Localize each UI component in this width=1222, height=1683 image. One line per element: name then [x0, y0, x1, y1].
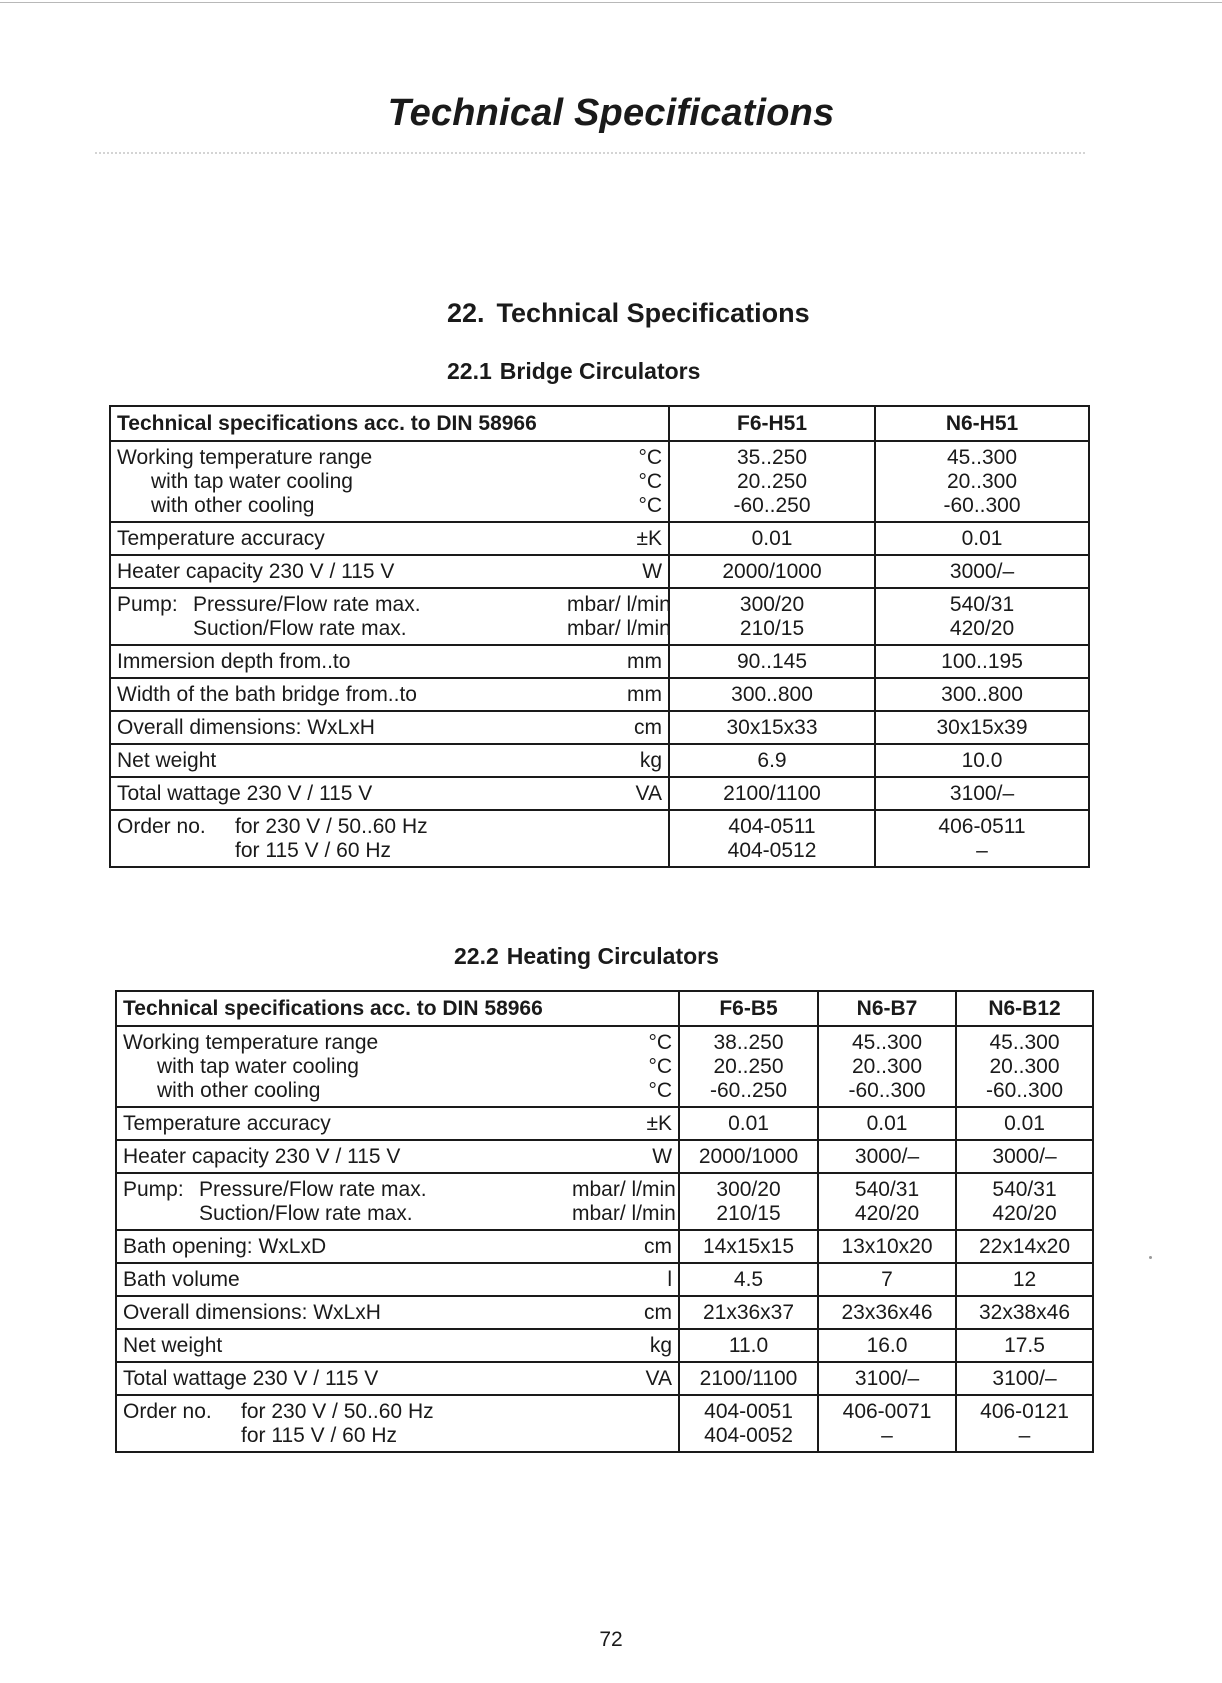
spec-row [116, 1329, 1093, 1362]
spec-value-line: 20..250 [736, 470, 808, 493]
spec-value-line: -60..250 [733, 494, 811, 517]
spec-value-line: 21x36x37 [702, 1301, 795, 1324]
spec-label-line [117, 560, 567, 584]
spec-unit [567, 588, 669, 645]
spec-value-line: 540/31 [854, 1178, 920, 1201]
subsection-number: 22.2 [454, 943, 499, 969]
spec-value-line: 12 [1012, 1268, 1037, 1291]
spec-label [110, 744, 567, 777]
spec-row [116, 1026, 1093, 1107]
spec-label-line [123, 1367, 572, 1391]
spec-label-prefix: Pump: [117, 593, 178, 616]
table-header-label: Technical specifications acc. to DIN 58966 [110, 406, 669, 441]
spec-label-text: Total wattage 230 V / 115 V [117, 782, 373, 805]
spec-value [875, 522, 1089, 555]
spec-unit [572, 1173, 679, 1230]
spec-value-line: -60..300 [985, 1079, 1064, 1102]
spec-label-line [123, 1079, 572, 1103]
spec-value-line: 20..300 [989, 1055, 1060, 1078]
spec-value-line: 210/15 [739, 617, 805, 640]
spec-value [956, 1296, 1093, 1329]
spec-value-line: 0.01 [866, 1112, 908, 1135]
spec-label [116, 1173, 572, 1230]
spec-label-text: Working temperature range [123, 1031, 379, 1054]
spec-unit-line [572, 1424, 672, 1448]
spec-unit-line: mm [627, 650, 663, 673]
spec-unit [572, 1329, 679, 1362]
spec-value-line: 7 [881, 1268, 893, 1291]
spec-value-line: 100..195 [941, 650, 1023, 673]
spec-value-line: 3000/– [949, 560, 1015, 583]
spec-label-line [117, 527, 567, 551]
spec-value-line: 406-0121 [980, 1400, 1069, 1423]
spec-value [875, 744, 1089, 777]
spec-value-line: 300..800 [941, 683, 1023, 706]
spec-value-line: 3100/– [992, 1367, 1057, 1390]
spec-label-text: for 230 V / 50..60 Hz [241, 1400, 434, 1423]
spec-row [110, 522, 1089, 555]
spec-label-line [123, 1112, 572, 1136]
spec-label-line [123, 1334, 572, 1358]
top-rule [0, 2, 1222, 3]
spec-label-line [117, 446, 567, 470]
spec-label [110, 777, 567, 810]
spec-value-line: 404-0512 [727, 839, 817, 862]
model-header: N6-B12 [956, 991, 1093, 1026]
spec-value-line: 3100/– [949, 782, 1015, 805]
spec-label [110, 588, 567, 645]
spec-value [818, 1173, 956, 1230]
spec-row [110, 678, 1089, 711]
spec-row [116, 1296, 1093, 1329]
spec-unit [572, 1230, 679, 1263]
spec-value [669, 522, 875, 555]
spec-value-line: 210/15 [716, 1202, 781, 1225]
spec-label-line [117, 617, 567, 641]
section-title-text: Technical Specifications [496, 298, 810, 328]
spec-row [110, 810, 1089, 867]
spec-unit-line: ±K [636, 527, 663, 550]
spec-value [669, 441, 875, 522]
spec-value-line: 404-0052 [704, 1424, 793, 1447]
spec-unit [572, 1296, 679, 1329]
spec-value [818, 1395, 956, 1452]
spec-label-text: Width of the bath bridge from..to [117, 683, 417, 706]
spec-unit [567, 777, 669, 810]
spec-value [818, 1230, 956, 1263]
spec-label-text: Immersion depth from..to [117, 650, 351, 673]
spec-unit-line: mm [627, 683, 663, 706]
spec-row [110, 777, 1089, 810]
spec-value [956, 1329, 1093, 1362]
model-header: F6-H51 [669, 406, 875, 441]
spec-label [110, 711, 567, 744]
spec-value-line: 13x10x20 [841, 1235, 933, 1258]
spec-value-line: 45..300 [946, 446, 1018, 469]
spec-label-line [117, 593, 567, 617]
spec-value-line: 16.0 [866, 1334, 908, 1357]
spec-label-line [117, 749, 567, 773]
spec-label-line [123, 1268, 572, 1292]
spec-label-line [123, 1301, 572, 1325]
spec-value [669, 588, 875, 645]
spec-value-line: 420/20 [949, 617, 1015, 640]
spec-label [116, 1362, 572, 1395]
spec-value [669, 555, 875, 588]
spec-unit-line: °C [648, 1031, 673, 1054]
spec-label [110, 678, 567, 711]
spec-value-line: 0.01 [1004, 1112, 1045, 1135]
spec-value-line: 540/31 [992, 1178, 1057, 1201]
spec-value-line: 2000/1000 [722, 560, 822, 583]
spec-label-line [123, 1145, 572, 1169]
spec-value-line: 404-0511 [728, 815, 816, 838]
spec-value-line: 38..250 [713, 1031, 784, 1054]
spec-unit-line [572, 1400, 672, 1424]
spec-value [956, 1263, 1093, 1296]
spec-value [818, 1296, 956, 1329]
spec-label-text: with tap water cooling [157, 1055, 359, 1078]
spec-value-line: 3000/– [992, 1145, 1057, 1168]
spec-value-line: 420/20 [992, 1202, 1057, 1225]
spec-row [110, 555, 1089, 588]
spec-unit [572, 1140, 679, 1173]
spec-label [116, 1107, 572, 1140]
spec-value-line: 406-0071 [842, 1400, 932, 1423]
spec-value [679, 1026, 818, 1107]
spec-label-line [117, 815, 567, 839]
spec-value-line: – [1018, 1424, 1031, 1447]
spec-label [116, 1026, 572, 1107]
spec-value-line: 20..250 [713, 1055, 784, 1078]
spec-value [875, 678, 1089, 711]
spec-unit-line: °C [648, 1079, 673, 1102]
spec-label-text: Heater capacity 230 V / 115 V [123, 1145, 401, 1168]
spec-label-line [123, 1424, 572, 1448]
spec-value [669, 810, 875, 867]
spec-label-text: Overall dimensions: WxLxH [117, 716, 375, 739]
spec-unit [572, 1362, 679, 1395]
spec-unit [567, 555, 669, 588]
spec-label-text: Bath volume [123, 1268, 240, 1291]
spec-label-text: with tap water cooling [151, 470, 353, 493]
spec-value [669, 645, 875, 678]
spec-value [818, 1362, 956, 1395]
spec-value-line: – [976, 839, 988, 862]
section-number: 22. [447, 298, 485, 328]
spec-label-line [117, 470, 567, 494]
spec-value-line: 22x14x20 [978, 1235, 1071, 1258]
spec-value-line: 45..300 [851, 1031, 923, 1054]
spec-unit-line: mbar/ l/min [572, 1202, 676, 1225]
subsection-title-text: Bridge Circulators [499, 358, 701, 384]
spec-value-line: 0.01 [728, 1112, 769, 1135]
spec-row [110, 744, 1089, 777]
spec-value-line: 3100/– [854, 1367, 920, 1390]
spec-label-line [117, 494, 567, 518]
spec-label-line [123, 1400, 572, 1424]
heating-circulators-table [115, 990, 1094, 1453]
spec-label-line [117, 716, 567, 740]
spec-value [679, 1296, 818, 1329]
spec-unit-line: l [667, 1268, 673, 1291]
model-header: F6-B5 [679, 991, 818, 1026]
spec-unit-line: cm [634, 716, 663, 739]
spec-value [679, 1140, 818, 1173]
spec-label [116, 1329, 572, 1362]
spec-value-line: 17.5 [1004, 1334, 1045, 1357]
spec-label [116, 1140, 572, 1173]
spec-label-line [117, 839, 567, 863]
spec-unit-line: VA [635, 782, 663, 805]
spec-row [116, 1230, 1093, 1263]
spec-value [875, 441, 1089, 522]
spec-value [956, 1230, 1093, 1263]
spec-unit [567, 522, 669, 555]
spec-label-text: Temperature accuracy [117, 527, 325, 550]
spec-label [116, 1263, 572, 1296]
spec-value [956, 1140, 1093, 1173]
spec-value [875, 810, 1089, 867]
spec-unit-line: W [642, 560, 663, 583]
spec-label-text: with other cooling [157, 1079, 321, 1102]
spec-unit-line: °C [638, 494, 663, 517]
spec-unit [572, 1107, 679, 1140]
spec-label-text: Suction/Flow rate max. [193, 617, 407, 640]
spec-value-line: 4.5 [733, 1268, 764, 1291]
spec-label [110, 522, 567, 555]
spec-unit-line: VA [645, 1367, 673, 1390]
spec-label-text: Net weight [117, 749, 217, 772]
spec-value-line: -60..300 [848, 1079, 926, 1102]
spec-label [116, 1296, 572, 1329]
section-title [447, 298, 810, 329]
spec-value [956, 1173, 1093, 1230]
spec-value-line: – [881, 1424, 893, 1447]
spec-unit-line: kg [649, 1334, 673, 1357]
spec-value [956, 1395, 1093, 1452]
spec-value-line: 420/20 [854, 1202, 920, 1225]
spec-row [116, 1107, 1093, 1140]
bridge-circulators-table [109, 405, 1090, 868]
spec-value-line: 32x38x46 [978, 1301, 1071, 1324]
spec-value [669, 744, 875, 777]
spec-value [818, 1329, 956, 1362]
spec-unit [567, 678, 669, 711]
spec-value [679, 1173, 818, 1230]
spec-value-line: 23x36x46 [841, 1301, 933, 1324]
spec-value-line: 2000/1000 [698, 1145, 799, 1168]
spec-value [875, 711, 1089, 744]
spec-value [875, 555, 1089, 588]
spec-unit-line: ±K [646, 1112, 673, 1135]
spec-unit [567, 645, 669, 678]
spec-value-line: -60..300 [943, 494, 1021, 517]
spec-unit-line: W [652, 1145, 673, 1168]
spec-unit-line: °C [638, 446, 663, 469]
spec-unit-line: cm [644, 1301, 673, 1324]
spec-unit [567, 711, 669, 744]
spec-row [110, 588, 1089, 645]
spec-unit-line: mbar/ l/min [567, 593, 671, 616]
spec-label-text: with other cooling [151, 494, 315, 517]
spec-label-line [117, 650, 567, 674]
subsection-title-text: Heating Circulators [506, 943, 719, 969]
spec-label [110, 441, 567, 522]
model-header: N6-B7 [818, 991, 956, 1026]
spec-label-line [117, 782, 567, 806]
spec-label-text: Total wattage 230 V / 115 V [123, 1367, 379, 1390]
spec-label-text: Working temperature range [117, 446, 373, 469]
spec-value [818, 1107, 956, 1140]
table-header-label: Technical specifications acc. to DIN 58966 [116, 991, 679, 1026]
spec-value [679, 1263, 818, 1296]
spec-unit-line [567, 839, 662, 863]
spec-row [116, 1395, 1093, 1452]
spec-value-line: 404-0051 [704, 1400, 793, 1423]
spec-label-line [117, 683, 567, 707]
scan-speck [1149, 1256, 1152, 1259]
page-number: 72 [599, 1628, 623, 1651]
spec-value-line: 35..250 [736, 446, 808, 469]
spec-label-prefix: Order no. [123, 1400, 212, 1423]
spec-unit [567, 744, 669, 777]
spec-label-text: for 230 V / 50..60 Hz [235, 815, 428, 838]
header-rule [95, 152, 1085, 154]
spec-label-line [123, 1202, 572, 1226]
spec-value-line: 45..300 [989, 1031, 1060, 1054]
spec-value-line: 0.01 [961, 527, 1003, 550]
spec-row [116, 1362, 1093, 1395]
spec-value [956, 1362, 1093, 1395]
spec-label-text: Bath opening: WxLxD [123, 1235, 327, 1258]
spec-value [679, 1230, 818, 1263]
spec-value [669, 678, 875, 711]
spec-value-line: 11.0 [728, 1334, 769, 1357]
spec-value-line: 2100/1100 [723, 782, 821, 805]
spec-value-line: 20..300 [851, 1055, 923, 1078]
spec-value-line: 406-0511 [938, 815, 1026, 838]
spec-value-line: 540/31 [949, 593, 1015, 616]
spec-row [116, 1173, 1093, 1230]
spec-value [679, 1395, 818, 1452]
spec-value-line: 300/20 [716, 1178, 781, 1201]
page-header: Technical Specifications [387, 92, 835, 134]
spec-label [110, 645, 567, 678]
spec-value-line: 30x15x39 [936, 716, 1028, 739]
spec-value [956, 1026, 1093, 1107]
spec-value [679, 1362, 818, 1395]
spec-label-line [123, 1031, 572, 1055]
spec-value-line: 300/20 [739, 593, 805, 616]
spec-value-line: 10.0 [961, 749, 1003, 772]
spec-label-line [123, 1235, 572, 1259]
spec-unit [567, 810, 669, 867]
spec-unit [572, 1395, 679, 1452]
spec-value-line: 20..300 [946, 470, 1018, 493]
spec-value-line: 300..800 [731, 683, 813, 706]
spec-label [110, 810, 567, 867]
spec-row [110, 441, 1089, 522]
spec-value [679, 1329, 818, 1362]
spec-unit-line: mbar/ l/min [572, 1178, 676, 1201]
spec-label-text: Pressure/Flow rate max. [193, 593, 421, 616]
spec-label-line [123, 1178, 572, 1202]
subsection-title-heating [454, 943, 719, 970]
spec-value-line: 90..145 [736, 650, 808, 673]
model-header: N6-H51 [875, 406, 1089, 441]
subsection-title-bridge [447, 358, 700, 385]
spec-value [818, 1140, 956, 1173]
spec-value [875, 645, 1089, 678]
spec-label-text: Pressure/Flow rate max. [199, 1178, 427, 1201]
spec-label-text: Temperature accuracy [123, 1112, 331, 1135]
spec-label-prefix: Order no. [117, 815, 206, 838]
spec-value [875, 777, 1089, 810]
spec-value [669, 711, 875, 744]
spec-value-line: 14x15x15 [702, 1235, 795, 1258]
spec-value [956, 1107, 1093, 1140]
spec-value-line: 0.01 [751, 527, 793, 550]
spec-value-line: -60..250 [709, 1079, 788, 1102]
spec-label [116, 1230, 572, 1263]
spec-value-line: 2100/1100 [699, 1367, 798, 1390]
spec-value [669, 777, 875, 810]
subsection-number: 22.1 [447, 358, 492, 384]
spec-unit-line: mbar/ l/min [567, 617, 671, 640]
spec-label-text: Net weight [123, 1334, 223, 1357]
spec-row [116, 1140, 1093, 1173]
spec-unit [572, 1026, 679, 1107]
spec-value [875, 588, 1089, 645]
spec-label-text: Heater capacity 230 V / 115 V [117, 560, 395, 583]
spec-value [679, 1107, 818, 1140]
spec-unit-line: cm [644, 1235, 673, 1258]
spec-label-text: for 115 V / 60 Hz [241, 1424, 398, 1447]
spec-unit-line: °C [638, 470, 663, 493]
spec-value-line: 6.9 [757, 749, 787, 772]
spec-label [116, 1395, 572, 1452]
spec-value [818, 1026, 956, 1107]
spec-label-text: for 115 V / 60 Hz [235, 839, 392, 862]
spec-value-line: 30x15x33 [726, 716, 818, 739]
spec-value-line: 3000/– [854, 1145, 920, 1168]
spec-value [818, 1263, 956, 1296]
spec-row [110, 711, 1089, 744]
spec-unit-line [567, 815, 662, 839]
spec-unit [572, 1263, 679, 1296]
spec-row [110, 645, 1089, 678]
spec-unit [567, 441, 669, 522]
spec-label-text: Suction/Flow rate max. [199, 1202, 413, 1225]
spec-row [116, 1263, 1093, 1296]
spec-label [110, 555, 567, 588]
spec-unit-line: kg [639, 749, 663, 772]
spec-label-prefix: Pump: [123, 1178, 184, 1201]
spec-label-line [123, 1055, 572, 1079]
spec-label-text: Overall dimensions: WxLxH [123, 1301, 381, 1324]
spec-unit-line: °C [648, 1055, 673, 1078]
